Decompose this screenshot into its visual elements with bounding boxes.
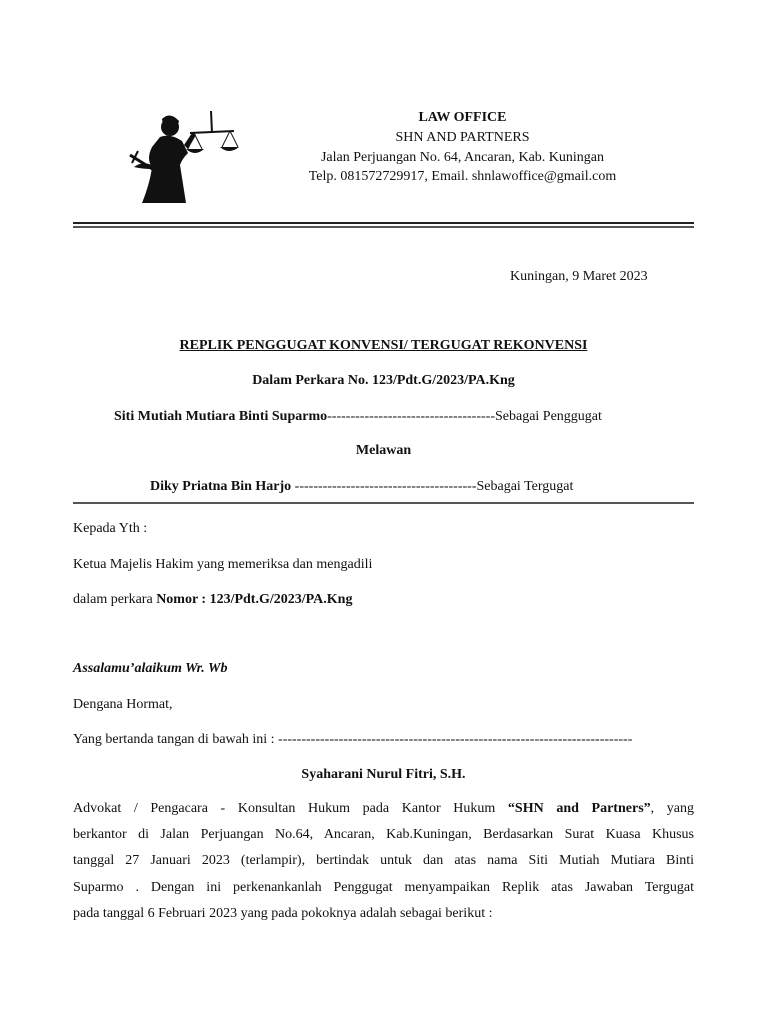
body-paragraph [73, 796, 694, 927]
body-line-4: Suparmo . Dengan ini perkenankanlah Penggugat menyampaikan Replik atas Jawaban Tergugat [73, 879, 694, 895]
section-divider [73, 502, 694, 504]
versus-label: Melawan [355, 443, 412, 458]
greeting: Assalamu’alaikum Wr. Wb [73, 661, 228, 676]
letterhead-firm: SHN AND PARTNERS [395, 130, 530, 145]
body-line-1-end: , yang [650, 801, 694, 816]
plaintiff-line [114, 409, 602, 425]
plaintiff-role: Sebagai Penggugat [494, 409, 602, 424]
body-line-1-text: Advokat / Pengacara - Konsultan Hukum pada Kantor Hukum [73, 801, 508, 816]
body-line-2: berkantor di Jalan Perjuangan No.64, Ancaran, Kab.Kuningan, Berdasarkan Surat Kuasa Khusus [73, 827, 694, 843]
defendant-name: Diky Priatna Bin Harjo [150, 479, 292, 494]
plaintiff-name: Siti Mutiah Mutiara Binti Suparmo [114, 409, 328, 424]
letterhead-divider [73, 222, 694, 224]
letterhead-divider-secondary [73, 226, 694, 228]
salutation: Dengana Hormat, [73, 697, 173, 712]
plaintiff-dashes: ------------------------------------ [327, 409, 495, 424]
address-case-number: Nomor : 123/Pdt.G/2023/PA.Kng [156, 592, 353, 607]
lady-justice-logo-icon [122, 103, 242, 205]
address-case [73, 592, 352, 608]
signer-intro: Yang bertanda tangan di bawah ini : ---------------------------------------------------------------------------- [73, 732, 633, 747]
defendant-line [150, 479, 573, 495]
letterhead-title: LAW OFFICE [418, 110, 507, 125]
letterhead-address: Jalan Perjuangan No. 64, Ancaran, Kab. Kuningan [320, 150, 605, 165]
date-line: Kuningan, 9 Maret 2023 [510, 269, 648, 284]
address-recipient: Ketua Majelis Hakim yang memeriksa dan mengadili [73, 557, 373, 572]
address-case-prefix: dalam perkara [73, 592, 157, 607]
letterhead-contact: Telp. 081572729917, Email. shnlawoffice@gmail.com [308, 169, 617, 184]
defendant-dashes: --------------------------------------- [291, 479, 477, 494]
defendant-role: Sebagai Tergugat [476, 479, 574, 494]
body-line-1 [73, 796, 694, 822]
document-title: REPLIK PENGGUGAT KONVENSI/ TERGUGAT REKONVENSI [179, 338, 588, 353]
body-line-5: pada tanggal 6 Februari 2023 yang pada pokoknya adalah sebagai berikut : [73, 905, 493, 921]
body-line-3: tanggal 27 Januari 2023 (terlampir), bertindak untuk dan atas nama Siti Mutiah Mutiara Binti [73, 853, 694, 869]
case-line: Dalam Perkara No. 123/Pdt.G/2023/PA.Kng [252, 373, 515, 388]
firm-name-bold: “SHN and Partners” [507, 801, 651, 816]
address-to: Kepada Yth : [73, 521, 148, 536]
signer-name: Syaharani Nurul Fitri, S.H. [301, 767, 466, 782]
